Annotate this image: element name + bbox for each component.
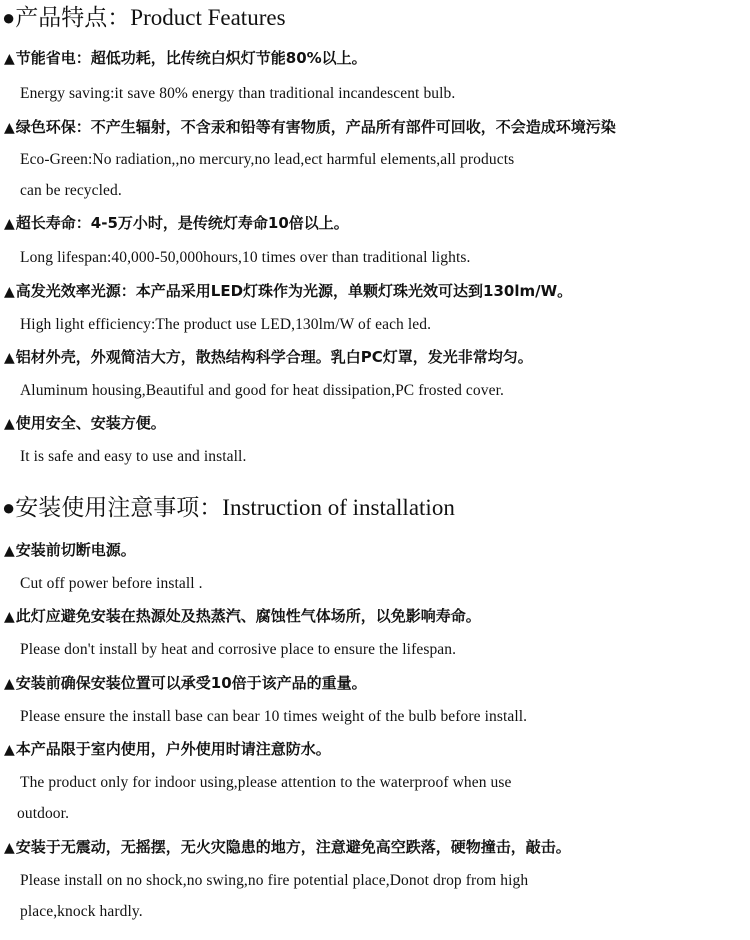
triangle-bullet-icon: ▲ — [4, 350, 15, 366]
section-bullet-icon: ● — [2, 495, 16, 520]
features-heading — [2, 3, 286, 33]
install-5-zh: ▲安装于无震动，无摇摆，无火灾隐患的地方，注意避免高空跌落，硬物撞击，敲击。 — [4, 838, 571, 856]
install-5-en-line1: Please install on no shock,no swing,no fire potential place,Donot drop from high — [20, 872, 529, 889]
installation-heading-en: Instruction of installation — [222, 495, 455, 520]
feature-4-zh: ▲高发光效率光源：本产品采用LED灯珠作为光源，单颗灯珠光效可达到130lm/W。 — [4, 282, 573, 300]
feature-3-zh: ▲超长寿命：4-5万小时，是传统灯寿命10倍以上。 — [4, 214, 349, 232]
installation-heading — [2, 493, 455, 523]
install-4-en-line2: outdoor. — [17, 805, 70, 822]
feature-2-zh: ▲绿色环保：不产生辐射，不含汞和铅等有害物质，产品所有部件可回收，不会造成环境污染 — [4, 118, 616, 136]
install-2-zh: ▲此灯应避免安装在热源处及热蒸汽、腐蚀性气体场所，以免影响寿命。 — [4, 607, 481, 625]
triangle-bullet-icon: ▲ — [4, 216, 15, 232]
feature-2-en-line1: Eco-Green:No radiation,,no mercury,no lead,ect harmful elements,all products — [20, 151, 515, 168]
installation-heading-zh: 安装使用注意事项： — [15, 495, 223, 520]
triangle-bullet-icon: ▲ — [4, 742, 15, 758]
feature-1-en: Energy saving:it save 80% energy than traditional incandescent bulb. — [20, 85, 456, 102]
install-2-en: Please don't install by heat and corrosive place to ensure the lifespan. — [20, 641, 457, 658]
install-4-zh: ▲本产品限于室内使用，户外使用时请注意防水。 — [4, 740, 331, 758]
triangle-bullet-icon: ▲ — [4, 284, 15, 300]
section-bullet-icon: ● — [2, 5, 16, 30]
feature-1-zh: ▲节能省电：超低功耗，比传统白炽灯节能80%以上。 — [4, 49, 367, 67]
feature-4-en: High light efficiency:The product use LED,130lm/W of each led. — [20, 316, 432, 333]
triangle-bullet-icon: ▲ — [4, 840, 15, 856]
triangle-bullet-icon: ▲ — [4, 416, 15, 432]
feature-5-zh: ▲铝材外壳，外观简洁大方，散热结构科学合理。乳白PC灯罩，发光非常均匀。 — [4, 348, 533, 366]
install-5-en-line2: place,knock hardly. — [20, 903, 143, 920]
feature-3-en: Long lifespan:40,000-50,000hours,10 times over than traditional lights. — [20, 249, 471, 266]
features-heading-zh: 产品特点： — [15, 5, 131, 30]
triangle-bullet-icon: ▲ — [4, 51, 15, 67]
install-1-en: Cut off power before install . — [20, 575, 203, 592]
install-3-zh: ▲安装前确保安装位置可以承受10倍于该产品的重量。 — [4, 674, 367, 692]
triangle-bullet-icon: ▲ — [4, 676, 15, 692]
feature-5-en: Aluminum housing,Beautiful and good for heat dissipation,PC frosted cover. — [20, 382, 504, 399]
triangle-bullet-icon: ▲ — [4, 120, 15, 136]
install-4-en-line1: The product only for indoor using,please attention to the waterproof when use — [20, 774, 512, 791]
install-1-zh: ▲安装前切断电源。 — [4, 541, 136, 559]
triangle-bullet-icon: ▲ — [4, 543, 15, 559]
feature-6-en: It is safe and easy to use and install. — [20, 448, 247, 465]
install-3-en: Please ensure the install base can bear 10 times weight of the bulb before install. — [20, 708, 528, 725]
features-heading-en: Product Features — [130, 5, 286, 30]
feature-6-zh: ▲使用安全、安装方便。 — [4, 414, 166, 432]
triangle-bullet-icon: ▲ — [4, 609, 15, 625]
feature-2-en-line2: can be recycled. — [20, 182, 122, 199]
